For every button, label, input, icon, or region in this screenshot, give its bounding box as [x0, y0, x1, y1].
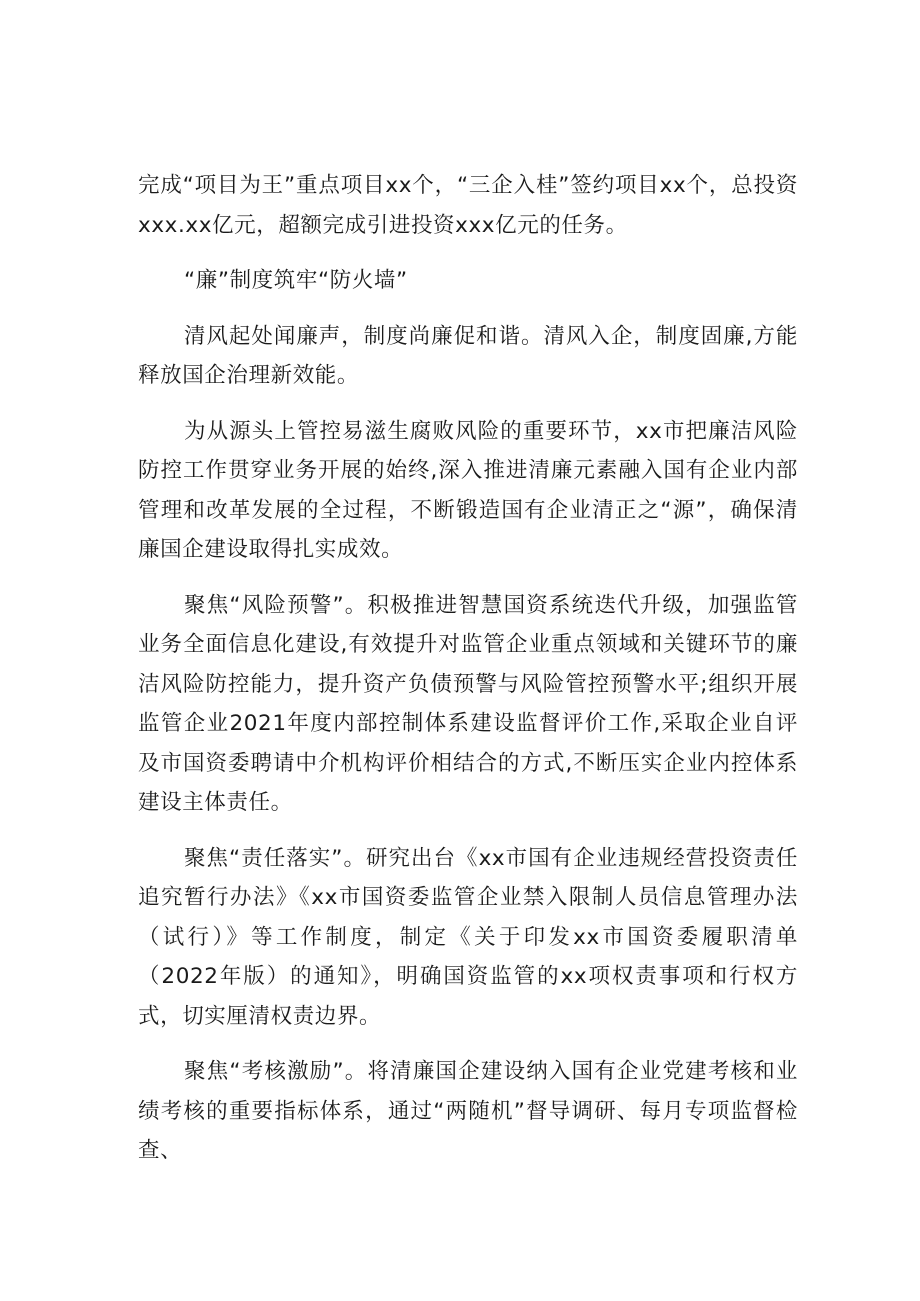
- paragraph-risk-warning: 聚焦“风险预警”。积极推进智慧国资系统迭代升级，加强监管业务全面信息化建设,有效提升对监管企业重点领域和关键环节的廉洁风险防控能力，提升资产负债预警与风险管控预警水平;组织开展监管企业2021年度内部控制体系建设监督评价工作,采取企业自评及市国资委聘请中介机构评价相结合的方式,不断压实企业内控体系建设主体责任。: [138, 592, 798, 815]
- document-body: [138, 166, 798, 1187]
- section-heading: “廉”制度筑牢“防火墙”: [184, 268, 408, 293]
- paragraph-assessment: 聚焦“考核激励”。将清廉国企建设纳入国有企业党建考核和业绩考核的重要指标体系，通过“两随机”督导调研、每月专项监督检查、: [138, 1059, 798, 1163]
- paragraph-continuation: 完成“项目为王”重点项目xx个，“三企入桂”签约项目xx个，总投资xxx.xx亿元，超额完成引进投资xxx亿元的任务。: [138, 173, 798, 238]
- paragraph-risk-control: 为从源头上管控易滋生腐败风险的重要环节，xx市把廉洁风险防控工作贯穿业务开展的始终,深入推进清廉元素融入国有企业内部管理和改革发展的全过程，不断锻造国有企业清正之“源”，确保清廉国企建设取得扎实成效。: [138, 418, 798, 562]
- paragraph-intro: 清风起处闻廉声，制度尚廉促和谐。清风入企，制度固廉,方能释放国企治理新效能。: [138, 323, 798, 388]
- paragraph-responsibility: 聚焦“责任落实”。研究出台《xx市国有企业违规经营投资责任追究暂行办法》《xx市国资委监管企业禁入限制人员信息管理办法（试行）》等工作制度，制定《关于印发xx市国资委履职清单（2022年版）的通知》，明确国资监管的xx项权责事项和行权方式，切实厘清权责边界。: [138, 845, 798, 1029]
